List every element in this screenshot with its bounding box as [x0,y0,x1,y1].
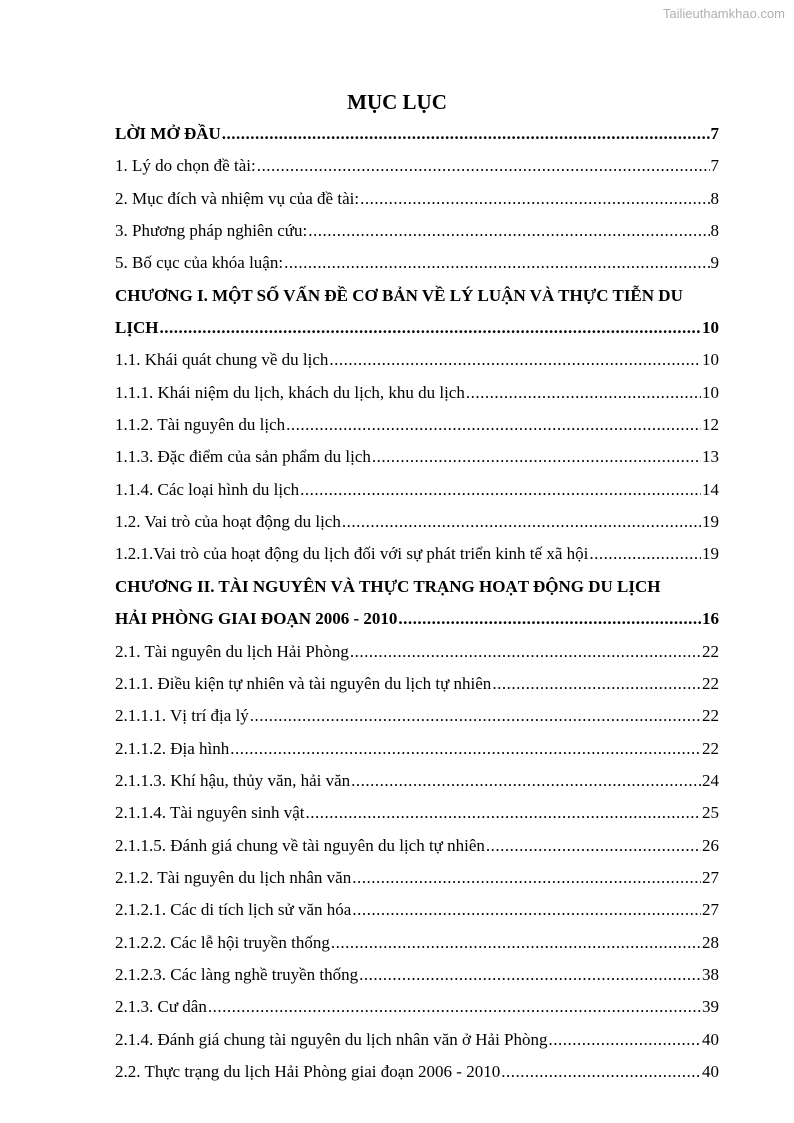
toc-entry-label: 2. Mục đích và nhiệm vụ của đề tài: [115,188,360,208]
toc-entry-page-number: 40 [702,1061,719,1081]
toc-leader-dots [331,933,701,953]
toc-entry-page-number: 25 [702,803,719,823]
toc-leader-dots [466,383,701,403]
toc-entry[interactable] [115,933,719,965]
toc-entry-page-number: 19 [702,512,719,532]
toc-entry-page-number: 28 [702,932,719,952]
toc-entry[interactable] [115,868,719,900]
toc-entry-label: 1. Lý do chọn đề tài: [115,156,256,176]
toc-leader-dots [230,739,701,759]
toc-entry-label: 2.1.1.4. Tài nguyên sinh vật [115,803,305,823]
toc-entry[interactable] [115,997,719,1029]
toc-entry[interactable] [115,480,719,512]
toc-leader-dots [286,415,701,435]
toc-entry[interactable] [115,286,719,318]
toc-entry-page-number: 9 [710,253,719,273]
toc-entry-label: 2.1.1.2. Địa hình [115,738,230,758]
toc-entry-label: 2.1.4. Đánh giá chung tài nguyên du lịch nhân văn ở Hải Phòng [115,1029,548,1049]
toc-entry[interactable] [115,1062,719,1094]
toc-leader-dots [398,609,701,629]
toc-entry[interactable] [115,253,719,285]
toc-leader-dots [486,836,701,856]
toc-leader-dots [359,965,701,985]
toc-entry-page-number: 8 [710,221,719,241]
toc-entry[interactable] [115,447,719,479]
toc-entry-page-number: 40 [702,1029,719,1049]
toc-entry-label: 2.1.1.1. Vị trí địa lý [115,706,249,726]
toc-entry-label: CHƯƠNG II. TÀI NGUYÊN VÀ THỰC TRẠNG HOẠT ĐỘNG DU LỊCH [115,576,661,596]
toc-entry-label: 2.1.2.1. Các di tích lịch sử văn hóa [115,900,352,920]
toc-entry[interactable] [115,674,719,706]
toc-entry-label: 2.1.2.2. Các lễ hội truyền thống [115,932,330,952]
toc-entry-page-number: 27 [702,867,719,887]
toc-leader-dots [549,1030,702,1050]
toc-entry[interactable] [115,739,719,771]
toc-entry-page-number: 38 [702,964,719,984]
toc-leader-dots [352,900,701,920]
toc-entry-label: 1.1.4. Các loại hình du lịch [115,479,300,499]
toc-entry-page-number: 22 [702,641,719,661]
toc-entry-page-number: 7 [710,124,719,143]
toc-entry-label: 3. Phương pháp nghiên cứu: [115,221,308,241]
toc-entry-label: HẢI PHÒNG GIAI ĐOẠN 2006 - 2010 [115,609,398,629]
toc-entry-label: LỊCH [115,318,159,338]
toc-leader-dots [308,221,709,241]
toc-entry[interactable] [115,383,719,415]
toc-entry-page-number: 39 [702,997,719,1017]
toc-entry-page-number: 10 [702,318,719,338]
toc-leader-dots [159,318,701,338]
toc-entry-label: 1.1.2. Tài nguyên du lịch [115,415,286,435]
toc-leader-dots [492,674,701,694]
toc-leader-dots [300,480,701,500]
toc-entry[interactable] [115,965,719,997]
toc-entry[interactable] [115,189,719,221]
toc-leader-dots [250,706,701,726]
toc-entry-label: 2.1.2.3. Các làng nghề truyền thống [115,964,359,984]
toc-entry-label: CHƯƠNG I. MỘT SỐ VẤN ĐỀ CƠ BẢN VỀ LÝ LUẬN VÀ THỰC TIỄN DU [115,285,683,305]
toc-entry-label: 1.1. Khái quát chung về du lịch [115,350,329,370]
toc-leader-dots [257,156,710,176]
toc-entry-page-number: 16 [702,609,719,629]
toc-leader-dots [352,868,701,888]
toc-entry-label: 2.1.1.3. Khí hậu, thủy văn, hải văn [115,770,351,790]
toc-entry-page-number: 24 [702,770,719,790]
toc-entry-page-number: 10 [702,350,719,370]
toc-entry-label: 2.2. Thực trạng du lịch Hải Phòng giai đoạn 2006 - 2010 [115,1061,501,1081]
toc-entry[interactable] [115,512,719,544]
page-title: MỤC LỤC [347,90,447,114]
toc-leader-dots [208,997,701,1017]
toc-entry[interactable] [115,900,719,932]
toc-entry-page-number: 8 [710,188,719,208]
toc-entry[interactable] [115,221,719,253]
toc-entry-label: LỜI MỞ ĐẦU [115,124,221,143]
toc-entry-page-number: 12 [702,415,719,435]
toc-leader-dots [306,803,702,823]
toc-entry[interactable] [115,803,719,835]
toc-entry-page-number: 14 [702,479,719,499]
toc-entry[interactable] [115,544,719,576]
toc-entry-label: 1.2.1.Vai trò của hoạt động du lịch đối với sự phát triển kinh tế xã hội [115,544,589,564]
toc-leader-dots [350,642,701,662]
toc-entry-label: 2.1.2. Tài nguyên du lịch nhân văn [115,867,352,887]
toc-leader-dots [589,544,701,564]
toc-entry-page-number: 26 [702,835,719,855]
toc-entry[interactable] [115,706,719,738]
toc-leader-dots [284,253,709,273]
toc-entry-page-number: 22 [702,738,719,758]
toc-entry-page-number: 19 [702,544,719,564]
watermark-text: Tailieuthamkhao.com [662,6,785,21]
toc-leader-dots [329,350,701,370]
toc-leader-dots [501,1062,701,1082]
toc-entry-label: 2.1.1.5. Đánh giá chung về tài nguyên du lịch tự nhiên [115,835,485,855]
toc-entry[interactable] [115,318,719,350]
toc-leader-dots [360,189,709,209]
toc-entry-label: 2.1.3. Cư dân [115,997,207,1017]
toc-entry-page-number: 27 [702,900,719,920]
toc-entry-page-number: 10 [702,382,719,402]
toc-entry[interactable] [115,836,719,868]
toc-entry[interactable] [115,156,719,188]
table-of-contents [115,124,719,1094]
toc-entry[interactable] [115,124,719,156]
toc-entry[interactable] [115,577,719,609]
toc-leader-dots [342,512,701,532]
toc-entry-label: 1.2. Vai trò của hoạt động du lịch [115,512,341,532]
toc-entry-page-number: 22 [702,706,719,726]
toc-leader-dots [222,124,710,144]
toc-entry-label: 2.1. Tài nguyên du lịch Hải Phòng [115,641,349,661]
toc-entry[interactable] [115,771,719,803]
toc-entry[interactable] [115,350,719,382]
toc-entry[interactable] [115,609,719,641]
toc-entry[interactable] [115,642,719,674]
toc-entry[interactable] [115,1030,719,1062]
toc-entry-label: 1.1.1. Khái niệm du lịch, khách du lịch, khu du lịch [115,382,465,402]
toc-entry-label: 1.1.3. Đặc điểm của sản phẩm du lịch [115,447,371,467]
toc-leader-dots [372,447,701,467]
toc-leader-dots [351,771,701,791]
toc-entry-label: 5. Bố cục của khóa luận: [115,253,284,273]
toc-entry[interactable] [115,415,719,447]
toc-entry-label: 2.1.1. Điều kiện tự nhiên và tài nguyên du lịch tự nhiên [115,673,492,693]
toc-entry-page-number: 7 [710,156,719,176]
toc-entry-page-number: 22 [702,673,719,693]
toc-entry-page-number: 13 [702,447,719,467]
